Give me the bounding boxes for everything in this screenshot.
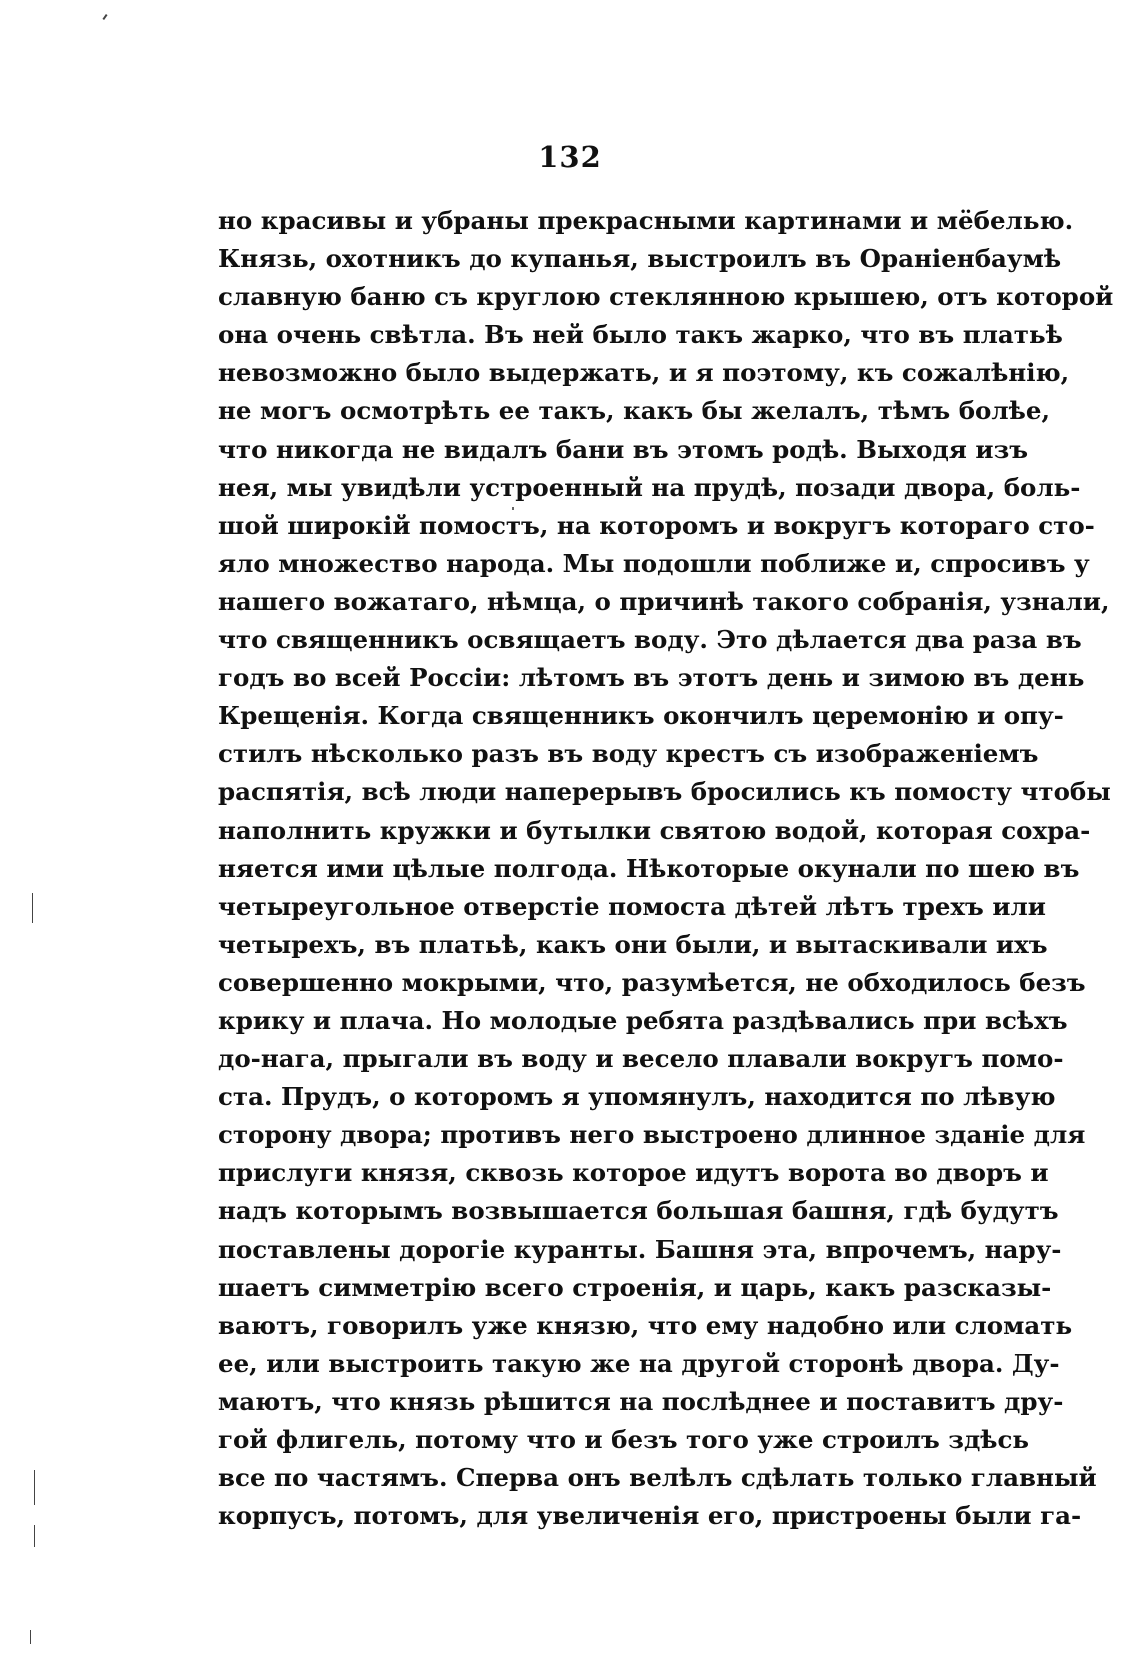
text-line: до-нага, прыгали въ воду и весело плавали вокругъ помо- [218, 1044, 1064, 1074]
scan-mark [30, 1630, 31, 1644]
text-line: что никогда не видалъ бани въ этомъ родѣ. Выходя изъ [218, 434, 1029, 464]
text-line: надъ которымъ возвышается большая башня, гдѣ будутъ [218, 1196, 1059, 1226]
text-line: Крещенія. Когда священникъ окончилъ церемонію и опу- [218, 701, 1064, 731]
text-line: годъ во всей Россіи: лѣтомъ въ этотъ день и зимою въ день [218, 663, 1085, 693]
text-line: шаетъ симметрію всего строенія, и царь, какъ разсказы- [218, 1272, 1052, 1302]
text-line: ваютъ, говорилъ уже князю, что ему надобно или сломать [218, 1310, 1073, 1340]
text-line: четыреугольное отверстіе помоста дѣтей лѣтъ трехъ или [218, 891, 1046, 921]
text-line: нашего вожатаго, нѣмца, о причинѣ такого собранія, узнали, [218, 586, 1110, 616]
scan-mark [34, 1525, 35, 1547]
text-line: Князь, охотникъ до купанья, выстроилъ въ Ораніенбаумѣ [218, 244, 1062, 274]
text-line: совершенно мокрыми, что, разумѣется, не обходилось безъ [218, 967, 1086, 997]
text-line: славную баню съ круглою стеклянною крышею, отъ которой [218, 282, 1114, 312]
text-line: невозможно было выдержать, и я поэтому, къ сожалѣнію, [218, 358, 1070, 388]
text-line: поставлены дорогіе куранты. Башня эта, впрочемъ, нару- [218, 1234, 1062, 1264]
text-line: корпусъ, потомъ, для увеличенія его, пристроены были га- [218, 1501, 1082, 1531]
text-line: ста. Прудъ, о которомъ я упомянулъ, находится по лѣвую [218, 1082, 1056, 1112]
body-text [218, 202, 1114, 1535]
text-line: но красивы и убраны прекрасными картинами и мёбелью. [218, 206, 1074, 235]
scan-mark [32, 893, 33, 923]
text-line: стилъ нѣсколько разъ въ воду крестъ съ изображеніемъ [218, 739, 1039, 769]
text-line: она очень свѣтла. Въ ней было такъ жарко, что въ платьѣ [218, 320, 1063, 350]
text-line: не могъ осмотрѣть ее такъ, какъ бы желалъ, тѣмъ болѣе, [218, 396, 1051, 426]
text-line: яло множество народа. Мы подошли поближе и, спросивъ у [218, 548, 1090, 578]
text-line: сторону двора; противъ него выстроено длинное зданіе для [218, 1120, 1086, 1150]
text-line: что священникъ освящаетъ воду. Это дѣлается два раза въ [218, 625, 1082, 655]
text-line: распятія, всѣ люди наперерывъ бросились къ помосту чтобы [218, 777, 1111, 807]
text-line: няется ими цѣлые полгода. Нѣкоторые окунали по шею въ [218, 853, 1080, 883]
text-line: ее, или выстроить такую же на другой сторонѣ двора. Ду- [218, 1348, 1060, 1378]
text-line: маютъ, что князь рѣшится на послѣднее и поставитъ дру- [218, 1386, 1064, 1416]
text-line: шой широкій помостъ, на которомъ и вокругъ котораго сто- [218, 510, 1095, 540]
scan-mark [102, 14, 107, 20]
text-line: все по частямъ. Сперва онъ велѣлъ сдѣлать только главный [218, 1463, 1097, 1493]
text-line: прислуги князя, сквозь которое идутъ ворота во дворъ и [218, 1158, 1049, 1188]
text-line: четырехъ, въ платьѣ, какъ они были, и вытаскивали ихъ [218, 929, 1048, 959]
text-line: нея, мы увидѣли устроенный на прудѣ, позади двора, боль- [218, 472, 1081, 502]
text-line: наполнить кружки и бутылки святою водой, которая сохра- [218, 815, 1091, 845]
text-line: гой флигель, потому что и безъ того уже строилъ здѣсь [218, 1425, 1030, 1454]
scan-mark [34, 1470, 35, 1505]
text-line: крику и плача. Но молодые ребята раздѣвались при всѣхъ [218, 1005, 1068, 1035]
page-number: 132 [538, 140, 602, 174]
